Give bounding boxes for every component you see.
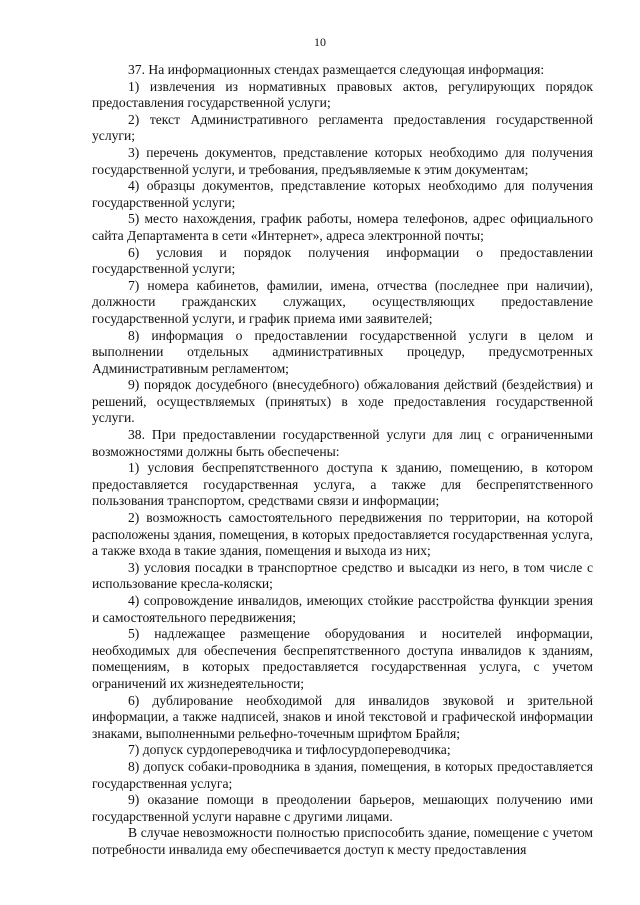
paragraph-37-item-6: 6) условия и порядок получения информации о предоставлении государственной услуги; [92, 244, 593, 277]
paragraph-38-item-9: 9) оказание помощи в преодолении барьеров, мешающих получению ими государственной услуги наравне с другими лицами. [92, 792, 593, 824]
paragraph-37-item-2: 2) текст Административного регламента предоставления государственной услуги; [92, 111, 593, 144]
paragraph-37-intro: 37. На информационных стендах размещается следующая информация: [128, 62, 545, 77]
paragraph-38-item-7: 7) допуск сурдопереводчика и тифлосурдопереводчика; [128, 742, 451, 758]
paragraph-38-item-3: 3) условия посадки в транспортное средство и высадки из него, в том числе с использование кресла-коляски; [92, 559, 593, 592]
paragraph-38-item-8: 8) допуск собаки-проводника в здания, помещения, в которых предоставляется государственная услуга; [92, 758, 593, 791]
paragraph-38-item-2: 2) возможность самостоятельного передвижения по территории, на которой расположены здания, помещения, в которых предоставляется государственная услуга, а также входа в такие здания, помещения и выхода из них; [92, 510, 593, 559]
paragraph-37-item-9: 9) порядок досудебного (внесудебного) обжалования действий (бездействия) и решений, осуществляемых (принятых) в ходе предоставления государственной услуги. [92, 377, 593, 426]
paragraph-37-item-4: 4) образцы документов, представление которых необходимо для получения государственной услуги; [92, 178, 593, 210]
paragraph-38-item-5: 5) надлежащее размещение оборудования и носителей информации, необходимых для обеспечения беспрепятственного доступа инвалидов к зданиям, помещениям, в которых предоставляется государственная услуга, с учетом ограничений их жизнедеятельности; [92, 626, 593, 691]
paragraph-37-item-7: 7) номера кабинетов, фамилии, имена, отчества (последнее при наличии), должности гражданских служащих, осуществляющих предоставление государственной услуги, и график приема ими заявителей; [92, 277, 593, 326]
paragraph-closing: В случае невозможности полностью приспособить здание, помещение с учетом потребности инвалида ему обеспечивается доступ к месту предоставления [92, 825, 593, 857]
document-body [92, 62, 593, 859]
paragraph-37-item-1: 1) извлечения из нормативных правовых актов, регулирующих порядок предоставления государственной услуги; [92, 78, 593, 111]
paragraph-37-item-5: 5) место нахождения, график работы, номера телефонов, адрес официального сайта Департамента в сети «Интернет», адреса электронной почты; [92, 211, 593, 243]
paragraph-38-item-4: 4) сопровождение инвалидов, имеющих стойкие расстройства функции зрения и самостоятельного передвижения; [92, 593, 593, 625]
paragraph-38-intro: 38. При предоставлении государственной услуги для лиц с ограниченными возможностями должны быть обеспечены: [92, 427, 593, 459]
paragraph-37-item-8: 8) информация о предоставлении государственной услуги в целом и выполнении отдельных административных процедур, предусмотренных Административным регламентом; [92, 327, 593, 376]
paragraph-38-item-6: 6) дублирование необходимой для инвалидов звуковой и зрительной информации, а также надписей, знаков и иной текстовой и графической информации знаками, выполненными рельефно-точечным шрифтом Брайля; [92, 692, 593, 741]
page-number: 10 [314, 35, 326, 49]
paragraph-37-item-3: 3) перечень документов, представление которых необходимо для получения государственной услуги, и требования, предъявляемые к этим документам; [92, 144, 593, 177]
paragraph-38-item-1: 1) условия беспрепятственного доступа к зданию, помещению, в котором предоставляется государственная услуга, а также для беспрепятственного пользования транспортом, средствами связи и информации; [92, 460, 593, 509]
